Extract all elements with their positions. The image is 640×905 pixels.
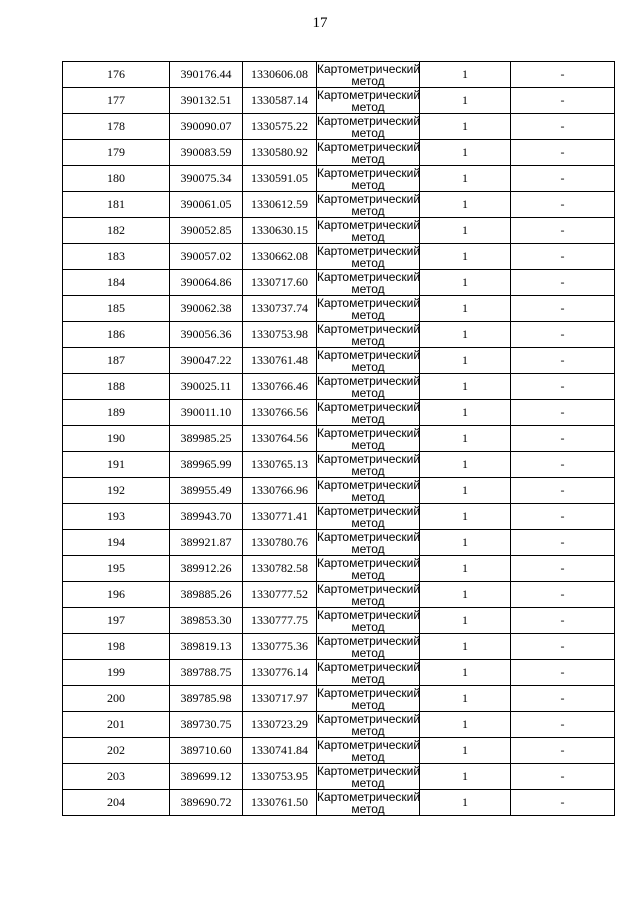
table-row [63, 322, 615, 348]
accuracy-cell: 1 [420, 686, 511, 712]
point-number-cell: 182 [63, 218, 170, 244]
page-number: 17 [312, 15, 328, 31]
x-coordinate-cell: 390090.07 [170, 114, 243, 140]
x-coordinate-cell: 390083.59 [170, 140, 243, 166]
accuracy-cell: 1 [420, 478, 511, 504]
method-line-1: Картометрический [317, 685, 421, 700]
method-line-2: метод [351, 801, 385, 816]
method-line-2: метод [351, 255, 385, 270]
point-number-cell: 183 [63, 244, 170, 270]
x-coordinate-cell: 390052.85 [170, 218, 243, 244]
x-coordinate-cell: 390075.34 [170, 166, 243, 192]
y-coordinate-cell: 1330612.59 [243, 192, 317, 218]
x-coordinate-cell: 389965.99 [170, 452, 243, 478]
point-number-cell: 186 [63, 322, 170, 348]
point-number-cell: 189 [63, 400, 170, 426]
table-row [63, 166, 615, 192]
accuracy-cell: 1 [420, 140, 511, 166]
point-number-cell: 203 [63, 764, 170, 790]
point-number-cell: 198 [63, 634, 170, 660]
method-line-1: Картометрический [317, 477, 421, 492]
accuracy-cell: 1 [420, 244, 511, 270]
table-row [63, 296, 615, 322]
accuracy-cell: 1 [420, 556, 511, 582]
table-row [63, 270, 615, 296]
method-cell [317, 374, 420, 400]
y-coordinate-cell: 1330764.56 [243, 426, 317, 452]
y-coordinate-cell: 1330777.75 [243, 608, 317, 634]
x-coordinate-cell: 390056.36 [170, 322, 243, 348]
method-line-1: Картометрический [317, 347, 421, 362]
point-number-cell: 179 [63, 140, 170, 166]
method-line-1: Картометрический [317, 581, 421, 596]
method-line-1: Картометрический [317, 373, 421, 388]
table-body [63, 62, 615, 816]
method-cell [317, 478, 420, 504]
note-cell: - [511, 114, 615, 140]
method-line-1: Картометрический [317, 217, 421, 232]
method-cell [317, 712, 420, 738]
note-cell: - [511, 140, 615, 166]
x-coordinate-cell: 389853.30 [170, 608, 243, 634]
method-line-1: Картометрический [317, 113, 421, 128]
method-line-2: метод [351, 151, 385, 166]
method-cell [317, 400, 420, 426]
method-cell [317, 790, 420, 816]
table-row [63, 374, 615, 400]
method-line-2: метод [351, 567, 385, 582]
point-number-cell: 181 [63, 192, 170, 218]
point-number-cell: 202 [63, 738, 170, 764]
x-coordinate-cell: 389785.98 [170, 686, 243, 712]
table-row [63, 608, 615, 634]
note-cell: - [511, 166, 615, 192]
point-number-cell: 204 [63, 790, 170, 816]
note-cell: - [511, 296, 615, 322]
accuracy-cell: 1 [420, 348, 511, 374]
y-coordinate-cell: 1330591.05 [243, 166, 317, 192]
y-coordinate-cell: 1330766.46 [243, 374, 317, 400]
method-line-2: метод [351, 203, 385, 218]
accuracy-cell: 1 [420, 790, 511, 816]
point-number-cell: 195 [63, 556, 170, 582]
table-row [63, 140, 615, 166]
point-number-cell: 184 [63, 270, 170, 296]
y-coordinate-cell: 1330766.96 [243, 478, 317, 504]
table-row [63, 114, 615, 140]
table-row [63, 660, 615, 686]
table-row [63, 764, 615, 790]
method-line-2: метод [351, 697, 385, 712]
note-cell: - [511, 634, 615, 660]
method-cell [317, 738, 420, 764]
method-line-1: Картометрический [317, 399, 421, 414]
method-line-1: Картометрический [317, 529, 421, 544]
x-coordinate-cell: 390176.44 [170, 62, 243, 88]
table-row [63, 686, 615, 712]
method-cell [317, 166, 420, 192]
method-line-1: Картометрический [317, 165, 421, 180]
note-cell: - [511, 738, 615, 764]
point-number-cell: 193 [63, 504, 170, 530]
point-number-cell: 199 [63, 660, 170, 686]
method-line-2: метод [351, 463, 385, 478]
method-line-2: метод [351, 307, 385, 322]
method-cell [317, 608, 420, 634]
y-coordinate-cell: 1330717.60 [243, 270, 317, 296]
method-line-1: Картометрический [317, 451, 421, 466]
method-line-1: Картометрический [317, 737, 421, 752]
method-cell [317, 192, 420, 218]
point-number-cell: 180 [63, 166, 170, 192]
method-cell [317, 764, 420, 790]
note-cell: - [511, 270, 615, 296]
accuracy-cell: 1 [420, 504, 511, 530]
method-line-2: метод [351, 619, 385, 634]
note-cell: - [511, 62, 615, 88]
x-coordinate-cell: 390011.10 [170, 400, 243, 426]
table-row [63, 244, 615, 270]
method-cell [317, 504, 420, 530]
point-number-cell: 177 [63, 88, 170, 114]
method-cell [317, 582, 420, 608]
method-cell [317, 114, 420, 140]
table-row [63, 582, 615, 608]
method-line-1: Картометрический [317, 607, 421, 622]
method-cell [317, 218, 420, 244]
y-coordinate-cell: 1330737.74 [243, 296, 317, 322]
table-row [63, 790, 615, 816]
point-number-cell: 185 [63, 296, 170, 322]
x-coordinate-cell: 389912.26 [170, 556, 243, 582]
method-line-2: метод [351, 281, 385, 296]
note-cell: - [511, 400, 615, 426]
note-cell: - [511, 192, 615, 218]
table-row [63, 400, 615, 426]
table-row [63, 712, 615, 738]
note-cell: - [511, 374, 615, 400]
note-cell: - [511, 764, 615, 790]
method-line-2: метод [351, 489, 385, 504]
point-number-cell: 200 [63, 686, 170, 712]
y-coordinate-cell: 1330575.22 [243, 114, 317, 140]
note-cell: - [511, 478, 615, 504]
y-coordinate-cell: 1330741.84 [243, 738, 317, 764]
point-number-cell: 176 [63, 62, 170, 88]
method-cell [317, 530, 420, 556]
method-line-2: метод [351, 541, 385, 556]
y-coordinate-cell: 1330580.92 [243, 140, 317, 166]
x-coordinate-cell: 389699.12 [170, 764, 243, 790]
y-coordinate-cell: 1330775.36 [243, 634, 317, 660]
accuracy-cell: 1 [420, 582, 511, 608]
accuracy-cell: 1 [420, 764, 511, 790]
x-coordinate-cell: 389690.72 [170, 790, 243, 816]
point-number-cell: 188 [63, 374, 170, 400]
method-cell [317, 556, 420, 582]
point-number-cell: 187 [63, 348, 170, 374]
method-cell [317, 322, 420, 348]
method-line-1: Картометрический [317, 763, 421, 778]
method-line-1: Картометрический [317, 555, 421, 570]
method-line-1: Картометрический [317, 191, 421, 206]
y-coordinate-cell: 1330771.41 [243, 504, 317, 530]
accuracy-cell: 1 [420, 426, 511, 452]
method-line-1: Картометрический [317, 295, 421, 310]
accuracy-cell: 1 [420, 192, 511, 218]
method-line-2: метод [351, 749, 385, 764]
method-line-1: Картометрический [317, 789, 421, 804]
method-line-1: Картометрический [317, 503, 421, 518]
note-cell: - [511, 660, 615, 686]
method-cell [317, 348, 420, 374]
y-coordinate-cell: 1330717.97 [243, 686, 317, 712]
method-cell [317, 426, 420, 452]
x-coordinate-cell: 390062.38 [170, 296, 243, 322]
accuracy-cell: 1 [420, 738, 511, 764]
note-cell: - [511, 322, 615, 348]
y-coordinate-cell: 1330723.29 [243, 712, 317, 738]
method-line-2: метод [351, 333, 385, 348]
point-number-cell: 201 [63, 712, 170, 738]
method-line-2: метод [351, 645, 385, 660]
y-coordinate-cell: 1330777.52 [243, 582, 317, 608]
note-cell: - [511, 530, 615, 556]
x-coordinate-cell: 389985.25 [170, 426, 243, 452]
note-cell: - [511, 686, 615, 712]
y-coordinate-cell: 1330776.14 [243, 660, 317, 686]
x-coordinate-cell: 389955.49 [170, 478, 243, 504]
x-coordinate-cell: 389819.13 [170, 634, 243, 660]
point-number-cell: 192 [63, 478, 170, 504]
method-cell [317, 140, 420, 166]
method-cell [317, 296, 420, 322]
accuracy-cell: 1 [420, 660, 511, 686]
method-line-2: метод [351, 671, 385, 686]
method-cell [317, 88, 420, 114]
table-row [63, 504, 615, 530]
point-number-cell: 190 [63, 426, 170, 452]
note-cell: - [511, 608, 615, 634]
method-cell [317, 660, 420, 686]
x-coordinate-cell: 390064.86 [170, 270, 243, 296]
x-coordinate-cell: 389710.60 [170, 738, 243, 764]
accuracy-cell: 1 [420, 530, 511, 556]
table-row [63, 348, 615, 374]
note-cell: - [511, 582, 615, 608]
accuracy-cell: 1 [420, 634, 511, 660]
accuracy-cell: 1 [420, 452, 511, 478]
note-cell: - [511, 556, 615, 582]
y-coordinate-cell: 1330761.48 [243, 348, 317, 374]
y-coordinate-cell: 1330761.50 [243, 790, 317, 816]
method-cell [317, 62, 420, 88]
accuracy-cell: 1 [420, 218, 511, 244]
table-row [63, 634, 615, 660]
method-line-2: метод [351, 385, 385, 400]
y-coordinate-cell: 1330587.14 [243, 88, 317, 114]
accuracy-cell: 1 [420, 712, 511, 738]
table-row [63, 738, 615, 764]
table-row [63, 88, 615, 114]
y-coordinate-cell: 1330765.13 [243, 452, 317, 478]
x-coordinate-cell: 390025.11 [170, 374, 243, 400]
method-cell [317, 244, 420, 270]
y-coordinate-cell: 1330662.08 [243, 244, 317, 270]
method-line-1: Картометрический [317, 659, 421, 674]
method-line-2: метод [351, 99, 385, 114]
x-coordinate-cell: 390047.22 [170, 348, 243, 374]
x-coordinate-cell: 389885.26 [170, 582, 243, 608]
method-cell [317, 634, 420, 660]
y-coordinate-cell: 1330782.58 [243, 556, 317, 582]
method-line-1: Картометрический [317, 243, 421, 258]
x-coordinate-cell: 390061.05 [170, 192, 243, 218]
method-line-1: Картометрический [317, 61, 421, 76]
accuracy-cell: 1 [420, 296, 511, 322]
note-cell: - [511, 504, 615, 530]
x-coordinate-cell: 389730.75 [170, 712, 243, 738]
x-coordinate-cell: 389788.75 [170, 660, 243, 686]
method-line-2: метод [351, 723, 385, 738]
note-cell: - [511, 218, 615, 244]
accuracy-cell: 1 [420, 114, 511, 140]
accuracy-cell: 1 [420, 166, 511, 192]
method-cell [317, 686, 420, 712]
method-line-1: Картометрический [317, 269, 421, 284]
table-row [63, 426, 615, 452]
y-coordinate-cell: 1330606.08 [243, 62, 317, 88]
method-line-1: Картометрический [317, 711, 421, 726]
table-row [63, 62, 615, 88]
point-number-cell: 191 [63, 452, 170, 478]
point-number-cell: 196 [63, 582, 170, 608]
coordinates-table [62, 61, 615, 816]
x-coordinate-cell: 389921.87 [170, 530, 243, 556]
note-cell: - [511, 244, 615, 270]
y-coordinate-cell: 1330766.56 [243, 400, 317, 426]
method-line-2: метод [351, 177, 385, 192]
method-line-1: Картометрический [317, 633, 421, 648]
method-line-2: метод [351, 593, 385, 608]
accuracy-cell: 1 [420, 400, 511, 426]
method-line-2: метод [351, 775, 385, 790]
accuracy-cell: 1 [420, 374, 511, 400]
y-coordinate-cell: 1330780.76 [243, 530, 317, 556]
accuracy-cell: 1 [420, 62, 511, 88]
accuracy-cell: 1 [420, 608, 511, 634]
note-cell: - [511, 88, 615, 114]
method-line-2: метод [351, 359, 385, 374]
accuracy-cell: 1 [420, 270, 511, 296]
point-number-cell: 178 [63, 114, 170, 140]
table-row [63, 556, 615, 582]
table-row [63, 452, 615, 478]
method-line-2: метод [351, 437, 385, 452]
accuracy-cell: 1 [420, 322, 511, 348]
x-coordinate-cell: 390132.51 [170, 88, 243, 114]
table-row [63, 478, 615, 504]
table-row [63, 218, 615, 244]
note-cell: - [511, 348, 615, 374]
method-line-1: Картометрический [317, 321, 421, 336]
y-coordinate-cell: 1330753.98 [243, 322, 317, 348]
method-line-2: метод [351, 411, 385, 426]
method-cell [317, 452, 420, 478]
note-cell: - [511, 712, 615, 738]
note-cell: - [511, 426, 615, 452]
note-cell: - [511, 452, 615, 478]
method-line-2: метод [351, 229, 385, 244]
method-line-2: метод [351, 515, 385, 530]
accuracy-cell: 1 [420, 88, 511, 114]
point-number-cell: 194 [63, 530, 170, 556]
note-cell: - [511, 790, 615, 816]
method-line-1: Картометрический [317, 139, 421, 154]
method-line-2: метод [351, 73, 385, 88]
y-coordinate-cell: 1330753.95 [243, 764, 317, 790]
table-row [63, 530, 615, 556]
method-line-1: Картометрический [317, 87, 421, 102]
x-coordinate-cell: 390057.02 [170, 244, 243, 270]
method-cell [317, 270, 420, 296]
table-row [63, 192, 615, 218]
x-coordinate-cell: 389943.70 [170, 504, 243, 530]
method-line-1: Картометрический [317, 425, 421, 440]
y-coordinate-cell: 1330630.15 [243, 218, 317, 244]
point-number-cell: 197 [63, 608, 170, 634]
method-line-2: метод [351, 125, 385, 140]
